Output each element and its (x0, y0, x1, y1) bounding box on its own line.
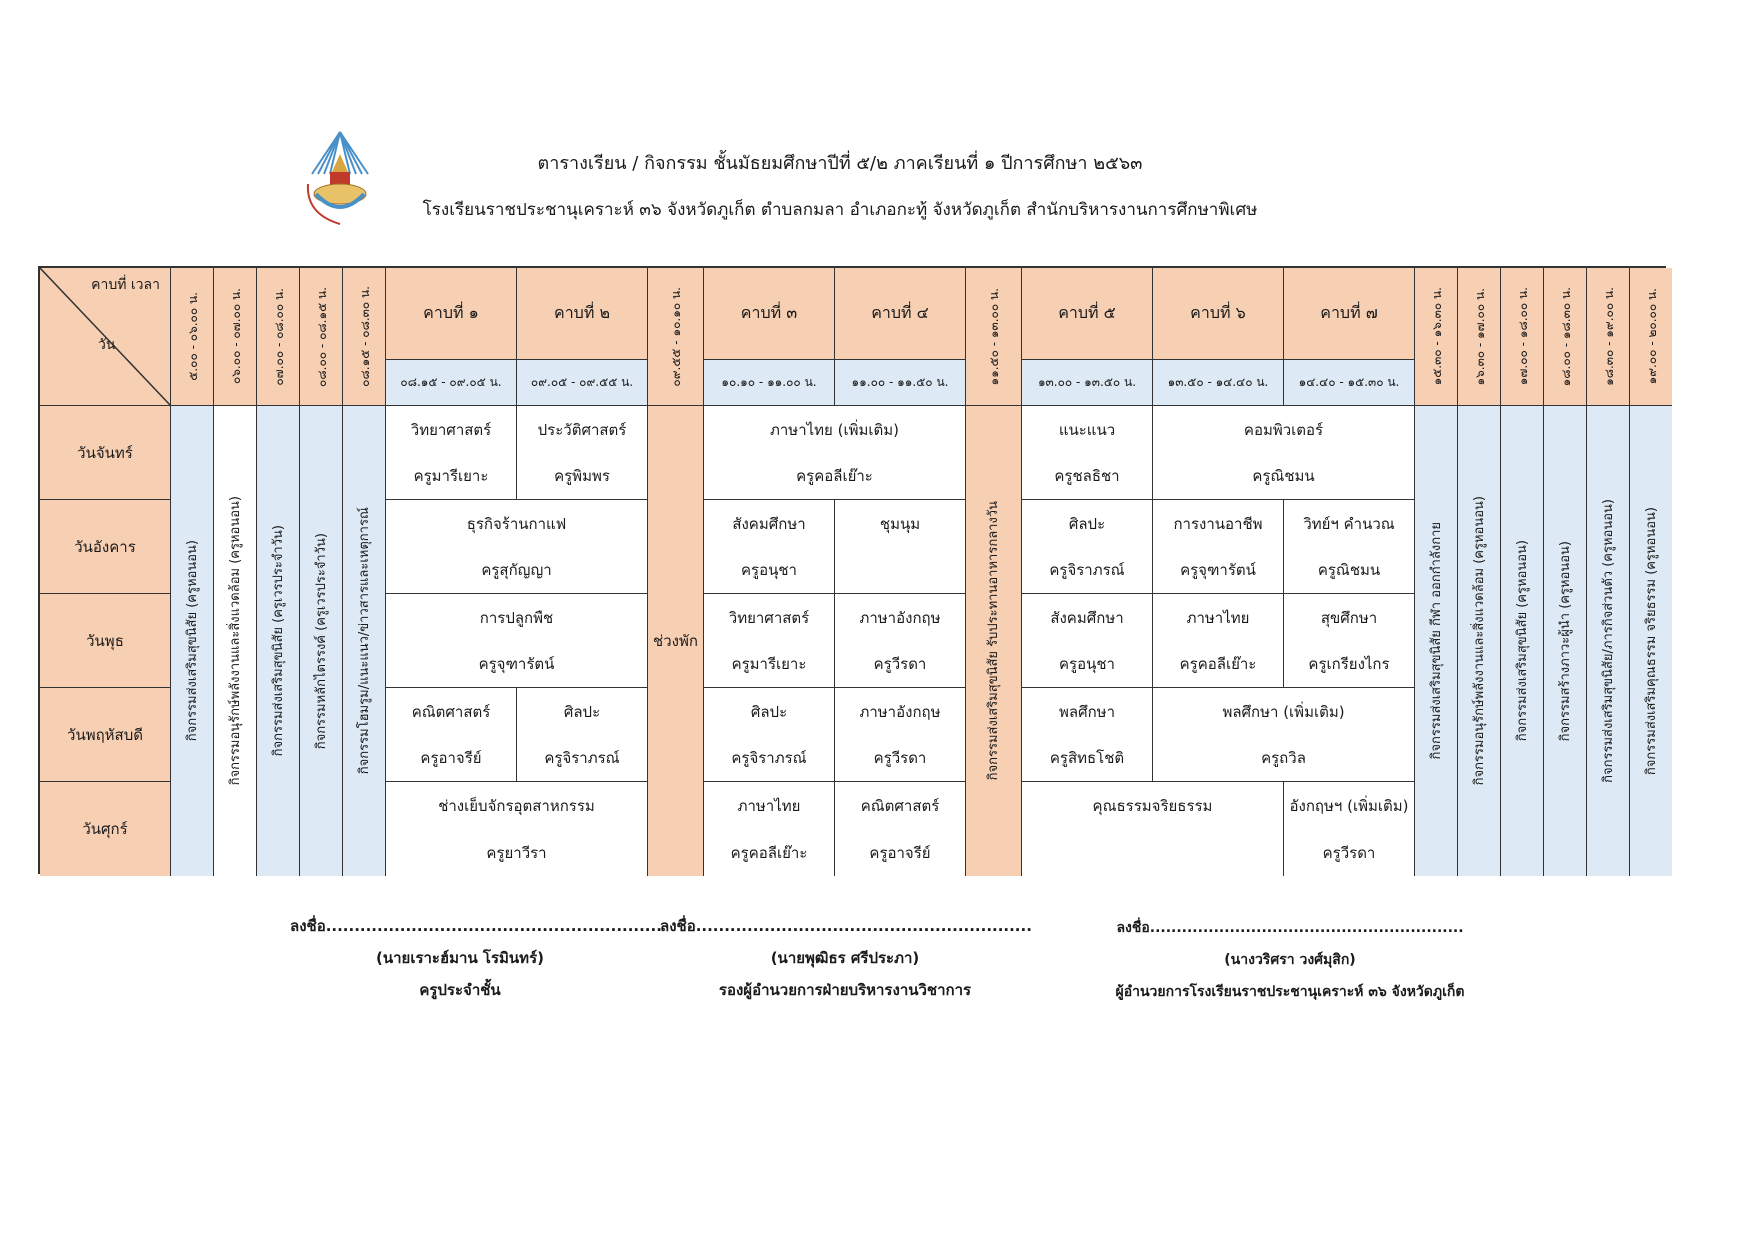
fri-p12-subject: ช่างเย็บจักรอุตสาหกรรม (386, 782, 648, 829)
time-header-pre-4: ๐๘.๐๐ - ๐๘.๑๕ น. (300, 268, 343, 406)
fri-p3-teacher: ครูคอลีเย๊าะ (704, 829, 835, 876)
tue-p12-teacher: ครูสุกัญญา (386, 547, 648, 594)
time-header-post-5: ๑๘.๓๐ - ๑๙.๐๐ น. (1587, 268, 1630, 406)
period-1-header: คาบที่ ๑ (386, 268, 517, 360)
thu-p1-subject: คณิตศาสตร์ (386, 688, 517, 735)
period-5-time: ๑๓.๐๐ - ๑๓.๕๐ น. (1022, 360, 1153, 406)
day-label-fri: วันศุกร์ (40, 782, 171, 876)
corner-day-label: วัน (98, 337, 116, 353)
tue-p3-subject: สังคมศึกษา (704, 500, 835, 547)
tue-p7-teacher: ครูณิชมน (1284, 547, 1415, 594)
period-1-time: ๐๘.๑๕ - ๐๙.๐๕ น. (386, 360, 517, 406)
lunch-time-header: ๑๑.๕๐ - ๑๓.๐๐ น. (966, 268, 1022, 406)
fri-p56-teacher (1022, 829, 1284, 876)
period-7-header: คาบที่ ๗ (1284, 268, 1415, 360)
activity-post-1: กิจกรรมส่งเสริมสุขนิสัย กีฬา ออกกำลังกาย (1415, 406, 1458, 876)
wed-p4-teacher: ครูวีรดา (835, 641, 966, 688)
time-header-post-2: ๑๖.๓๐ - ๑๗.๐๐ น. (1458, 268, 1501, 406)
tue-p5-subject: ศิลปะ (1022, 500, 1153, 547)
mon-p5-subject: แนะแนว (1022, 406, 1153, 453)
signer-name: (นายเราะฮ์มาน โรมินทร์) (376, 949, 544, 967)
tue-p5-teacher: ครูจิราภรณ์ (1022, 547, 1153, 594)
period-2-time: ๐๙.๐๕ - ๐๙.๕๕ น. (517, 360, 648, 406)
period-4-header: คาบที่ ๔ (835, 268, 966, 360)
signature-line: ลงชื่อ........................................................... (290, 917, 662, 935)
thu-p4-teacher: ครูวีรดา (835, 735, 966, 782)
signer-name: (นายพุฒิธร ศรีประภา) (770, 949, 920, 967)
period-3-header: คาบที่ ๓ (704, 268, 835, 360)
mon-p2-teacher: ครูพิมพร (517, 453, 648, 500)
wed-p7-subject: สุขศึกษา (1284, 594, 1415, 641)
mon-p34-teacher: ครูคอลีเย๊าะ (704, 453, 966, 500)
wed-p4-subject: ภาษาอังกฤษ (835, 594, 966, 641)
signer-role: รองผู้อำนวยการฝ่ายบริหารงานวิชาการ (718, 981, 972, 999)
activity-post-6: กิจกรรมส่งเสริมคุณธรรม จริยธรรม (ครูหอนอน) (1630, 406, 1672, 876)
day-label-mon: วันจันทร์ (40, 406, 171, 500)
mon-p2-subject: ประวัติศาสตร์ (517, 406, 648, 453)
activity-pre-2: กิจกรรมอนุรักษ์พลังงานและสิ่งแวดล้อม (ครูหอนอน) (214, 406, 257, 876)
fri-p56-subject: คุณธรรมจริยธรรม (1022, 782, 1284, 829)
corner-header (40, 268, 171, 406)
fri-p4-subject: คณิตศาสตร์ (835, 782, 966, 829)
wed-p12-subject: การปลูกพืช (386, 594, 648, 641)
time-header-post-4: ๑๘.๐๐ - ๑๘.๓๐ น. (1544, 268, 1587, 406)
page-title: ตารางเรียน / กิจกรรม ชั้นมัธยมศึกษาปีที่ ๕/๒ ภาคเรียนที่ ๑ ปีการศึกษา ๒๕๖๓ (537, 153, 1143, 174)
timetable-grid (38, 266, 1666, 874)
mon-p5-teacher: ครูชลธิชา (1022, 453, 1153, 500)
time-header-pre-5: ๐๘.๑๕ - ๐๘.๓๐ น. (343, 268, 386, 406)
mon-p67-subject: คอมพิวเตอร์ (1153, 406, 1415, 453)
thu-p67-teacher: ครูถวิล (1153, 735, 1415, 782)
thu-p5-teacher: ครูสิทธโชติ (1022, 735, 1153, 782)
thu-p3-subject: ศิลปะ (704, 688, 835, 735)
time-header-pre-3: ๐๗.๐๐ - ๐๘.๐๐ น. (257, 268, 300, 406)
signature-line: ลงชื่อ........................................................... (1116, 920, 1464, 936)
activity-pre-5: กิจกรรมโฮมรูม/แนะแนว/ข่าวสารและเหตุการณ์ (343, 406, 386, 876)
signer-name: (นางวริศรา วงศ์มุสิก) (1224, 952, 1356, 968)
period-6-header: คาบที่ ๖ (1153, 268, 1284, 360)
period-7-time: ๑๔.๔๐ - ๑๕.๓๐ น. (1284, 360, 1415, 406)
signer-role: ครูประจำชั้น (419, 981, 501, 999)
thu-p2-teacher: ครูจิราภรณ์ (517, 735, 648, 782)
time-header-pre-1: ๕.๐๐ - ๐๖.๐๐ น. (171, 268, 214, 406)
thu-p3-teacher: ครูจิราภรณ์ (704, 735, 835, 782)
thu-p2-subject: ศิลปะ (517, 688, 648, 735)
wed-p6-teacher: ครูคอลีเย๊าะ (1153, 641, 1284, 688)
activity-pre-1: กิจกรรมส่งเสริมสุขนิสัย (ครูหอนอน) (171, 406, 214, 876)
wed-p3-teacher: ครูมารีเยาะ (704, 641, 835, 688)
school-logo (290, 124, 390, 234)
period-4-time: ๑๑.๐๐ - ๑๑.๕๐ น. (835, 360, 966, 406)
mon-p1-teacher: ครูมารีเยาะ (386, 453, 517, 500)
mon-p34-subject: ภาษาไทย (เพิ่มเติม) (704, 406, 966, 453)
day-label-tue: วันอังคาร (40, 500, 171, 594)
mon-p1-subject: วิทยาศาสตร์ (386, 406, 517, 453)
thu-p5-subject: พลศึกษา (1022, 688, 1153, 735)
wed-p6-subject: ภาษาไทย (1153, 594, 1284, 641)
thu-p1-teacher: ครูอาจรีย์ (386, 735, 517, 782)
wed-p7-teacher: ครูเกรียงไกร (1284, 641, 1415, 688)
tue-p6-teacher: ครูจุฑารัตน์ (1153, 547, 1284, 594)
tue-p7-subject: วิทย์ฯ คำนวณ (1284, 500, 1415, 547)
activity-pre-4: กิจกรรมหลักไตรรงค์ (ครูเวรประจำวัน) (300, 406, 343, 876)
wed-p5-subject: สังคมศึกษา (1022, 594, 1153, 641)
tue-p4-subject: ชุมนุม (835, 500, 966, 547)
signature-line: ลงชื่อ........................................................... (660, 917, 1032, 935)
lunch-column: กิจกรรมส่งเสริมสุขนิสัย รับประทานอาหารกลางวัน (966, 406, 1022, 876)
activity-post-4: กิจกรรมสร้างภาวะผู้นำ (ครูหอนอน) (1544, 406, 1587, 876)
day-label-wed: วันพุธ (40, 594, 171, 688)
wed-p12-teacher: ครูจุฑารัตน์ (386, 641, 648, 688)
activity-post-2: กิจกรรมอนุรักษ์พลังงานและสิ่งแวดล้อม (ครูหอนอน) (1458, 406, 1501, 876)
fri-p4-teacher: ครูอาจรีย์ (835, 829, 966, 876)
fri-p7-subject: อังกฤษฯ (เพิ่มเติม) (1284, 782, 1415, 829)
corner-period-label: คาบที่ เวลา (91, 277, 160, 293)
activity-pre-3: กิจกรรมส่งเสริมสุขนิสัย (ครูเวรประจำวัน) (257, 406, 300, 876)
activity-post-5: กิจกรรมส่งเสริมสุขนิสัย/ภารกิจส่วนตัว (ครูหอนอน) (1587, 406, 1630, 876)
thu-p67-subject: พลศึกษา (เพิ่มเติม) (1153, 688, 1415, 735)
break-column: ช่วงพัก (648, 406, 704, 876)
thu-p4-subject: ภาษาอังกฤษ (835, 688, 966, 735)
time-header-post-1: ๑๕.๓๐ - ๑๖.๓๐ น. (1415, 268, 1458, 406)
activity-post-3: กิจกรรมส่งเสริมสุขนิสัย (ครูหอนอน) (1501, 406, 1544, 876)
period-6-time: ๑๓.๕๐ - ๑๔.๔๐ น. (1153, 360, 1284, 406)
wed-p5-teacher: ครูอนุชา (1022, 641, 1153, 688)
tue-p4-teacher (835, 547, 966, 594)
signature-block-director (1080, 912, 1500, 1008)
tue-p3-teacher: ครูอนุชา (704, 547, 835, 594)
time-header-post-6: ๑๙.๐๐ - ๒๐.๐๐ น. (1630, 268, 1672, 406)
fri-p3-subject: ภาษาไทย (704, 782, 835, 829)
time-header-pre-2: ๐๖.๐๐ - ๐๗.๐๐ น. (214, 268, 257, 406)
time-header-post-3: ๑๗.๐๐ - ๑๘.๐๐ น. (1501, 268, 1544, 406)
signature-block-teacher (290, 910, 662, 1006)
mon-p67-teacher: ครูณิชมน (1153, 453, 1415, 500)
wed-p3-subject: วิทยาศาสตร์ (704, 594, 835, 641)
period-5-header: คาบที่ ๕ (1022, 268, 1153, 360)
fri-p7-teacher: ครูวีรดา (1284, 829, 1415, 876)
period-3-time: ๑๐.๑๐ - ๑๑.๐๐ น. (704, 360, 835, 406)
tue-p6-subject: การงานอาชีพ (1153, 500, 1284, 547)
page-subtitle: โรงเรียนราชประชานุเคราะห์ ๓๖ จังหวัดภูเก็ต ตำบลกมลา อำเภอกะทู้ จังหวัดภูเก็ต สำนักบริหารงานการศึกษาพิเศษ (422, 200, 1258, 220)
day-label-thu: วันพฤหัสบดี (40, 688, 171, 782)
signature-block-deputy (660, 910, 1030, 1006)
break-time-header: ๐๙.๕๕ - ๑๐.๑๐ น. (648, 268, 704, 406)
tue-p12-subject: ธุรกิจร้านกาแฟ (386, 500, 648, 547)
fri-p12-teacher: ครูยาวีรา (386, 829, 648, 876)
signer-role: ผู้อำนวยการโรงเรียนราชประชานุเคราะห์ ๓๖ จังหวัดภูเก็ต (1115, 984, 1465, 1000)
period-2-header: คาบที่ ๒ (517, 268, 648, 360)
